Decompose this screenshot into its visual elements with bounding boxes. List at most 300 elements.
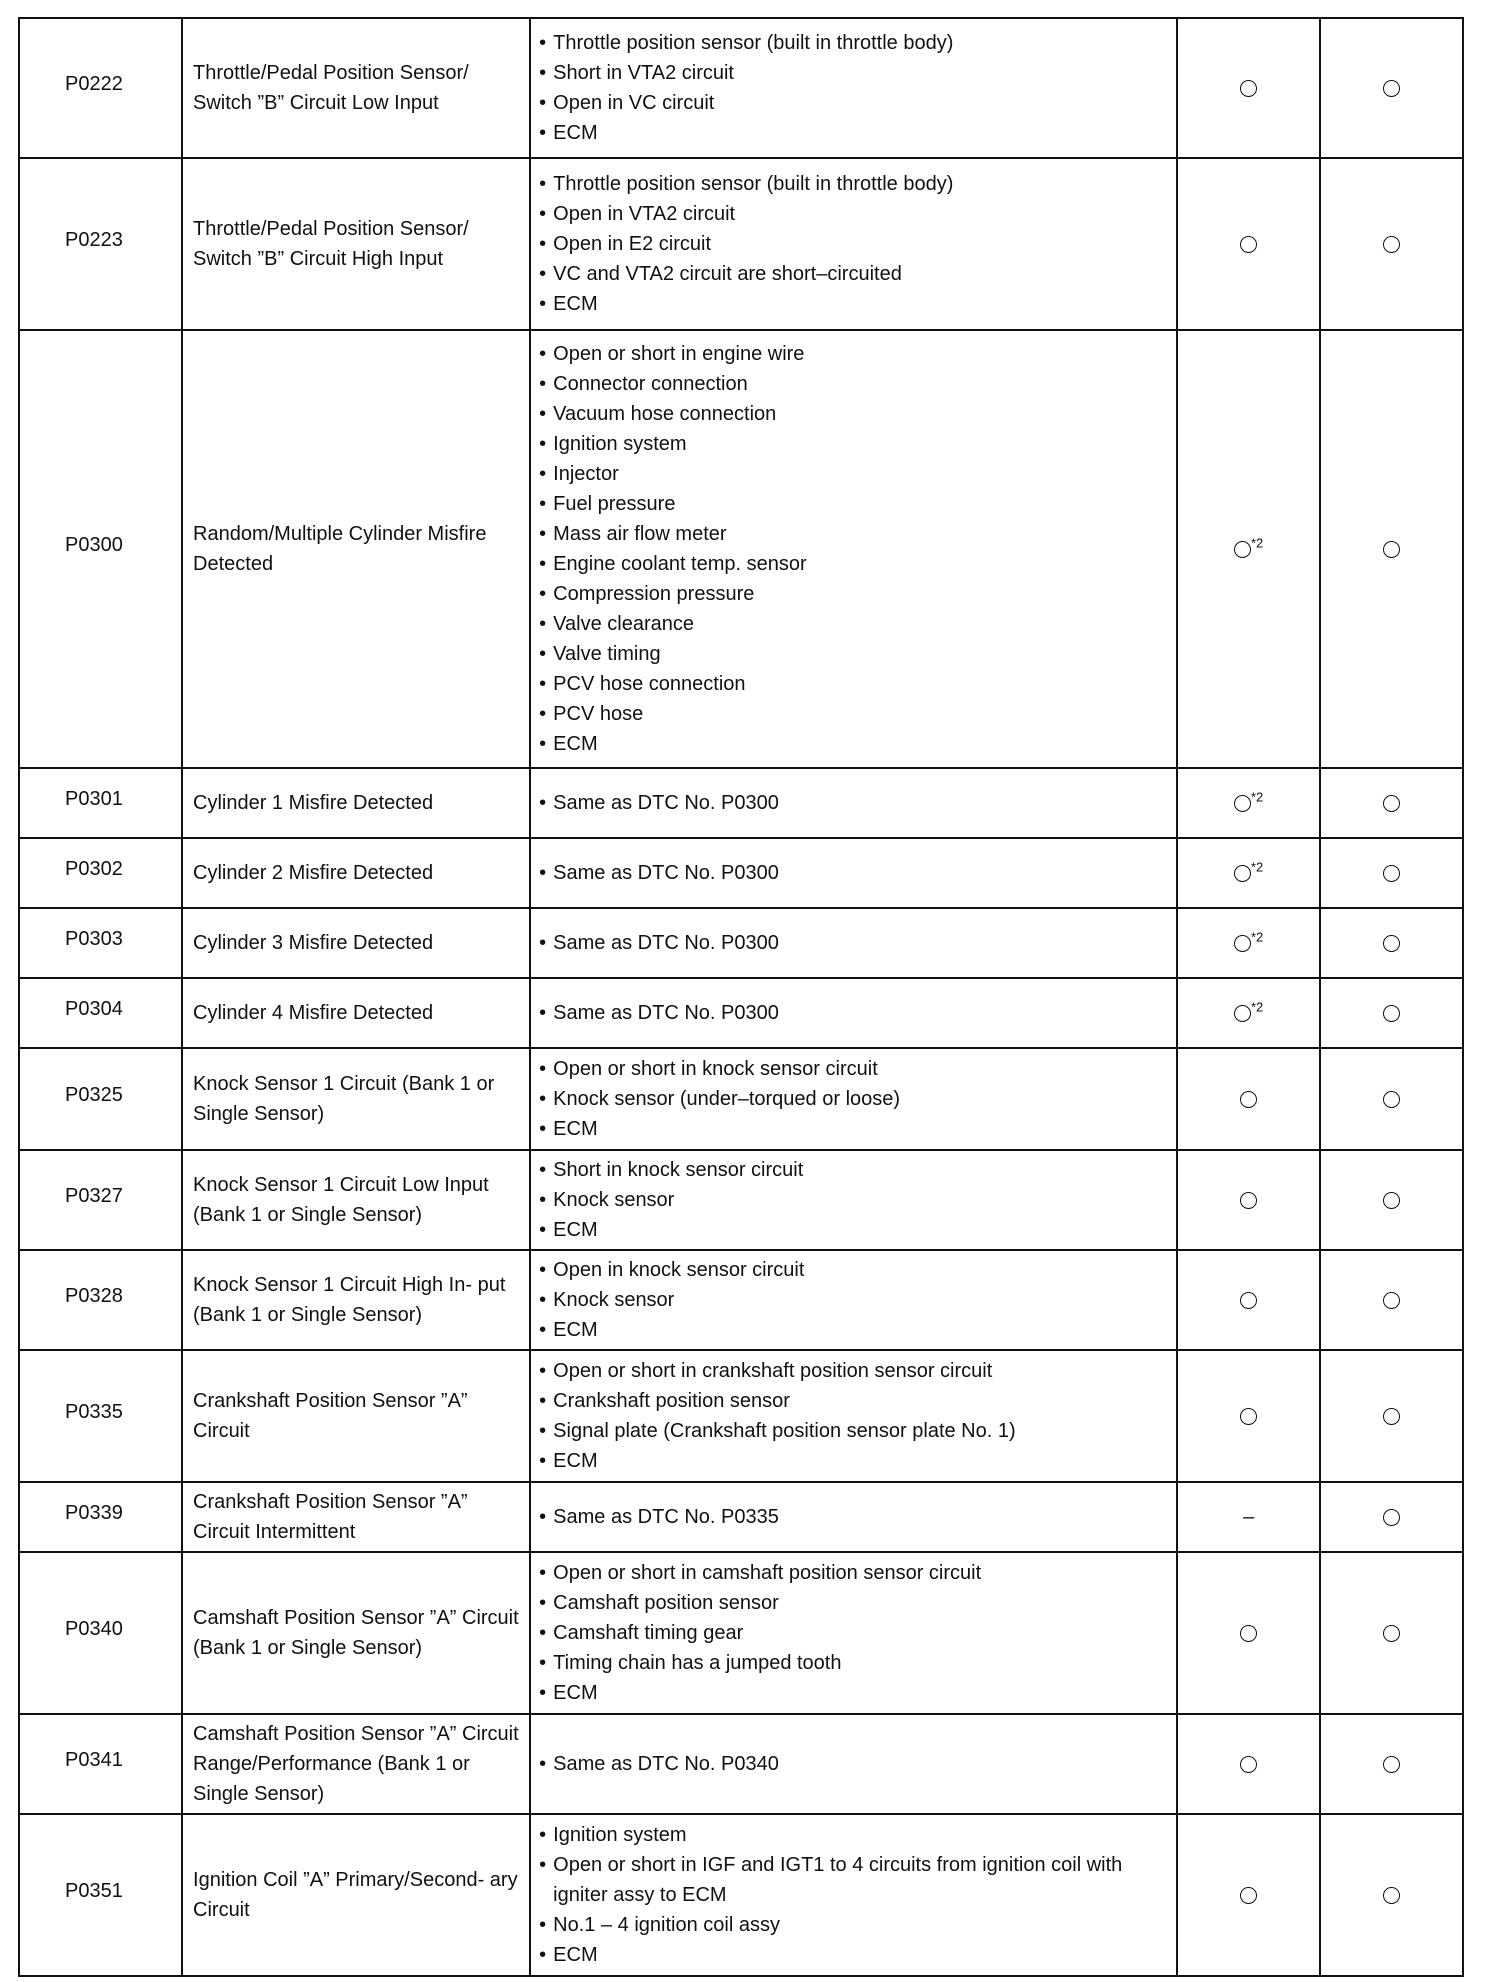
circle-icon — [1383, 541, 1400, 558]
trouble-area-text: ECM — [553, 1450, 598, 1472]
mil-cell — [1177, 908, 1320, 978]
bullet-icon: • — [539, 1390, 547, 1412]
detection-item: Cylinder 1 Misfire Detected — [193, 792, 434, 814]
trouble-area-text: Open or short in knock sensor circuit — [553, 1058, 878, 1080]
circle-icon — [1383, 1887, 1400, 1904]
trouble-area-text: Open in knock sensor circuit — [553, 1259, 805, 1281]
bullet-icon: • — [539, 1652, 547, 1674]
footnote-mark: *2 — [1250, 929, 1264, 945]
mil-cell — [1177, 1350, 1320, 1482]
trouble-area-item — [539, 88, 1172, 118]
dtc-code: P0304 — [65, 998, 123, 1020]
trouble-area-text: No.1 – 4 ignition coil assy — [553, 1914, 780, 1936]
trouble-area-item — [539, 1910, 1172, 1940]
trouble-area-text: ECM — [553, 122, 598, 144]
trouble-area-item — [539, 1749, 1172, 1779]
table-row — [19, 1250, 1463, 1350]
bullet-icon: • — [539, 263, 547, 285]
detection-item: Crankshaft Position Sensor ”A” Circuit Intermittent — [193, 1491, 468, 1543]
circle-icon — [1240, 236, 1257, 253]
circle-icon — [1383, 795, 1400, 812]
bullet-icon: • — [539, 1506, 547, 1528]
trouble-area-cell — [530, 1714, 1177, 1814]
circle-icon — [1383, 1192, 1400, 1209]
trouble-area-item — [539, 729, 1172, 759]
detection-item-cell — [182, 18, 530, 158]
trouble-area-item — [539, 549, 1172, 579]
circle-icon — [1240, 80, 1257, 97]
detection-item-cell — [182, 1250, 530, 1350]
dash-icon: – — [1243, 1506, 1255, 1528]
dtc-code-cell — [19, 1552, 182, 1714]
memory-cell — [1320, 838, 1463, 908]
detection-item: Crankshaft Position Sensor ”A” Circuit — [193, 1390, 468, 1442]
table-row — [19, 1714, 1463, 1814]
table-row — [19, 1350, 1463, 1482]
circle-icon — [1383, 1005, 1400, 1022]
trouble-area-text: Same as DTC No. P0300 — [553, 932, 779, 954]
bullet-icon: • — [539, 1944, 547, 1966]
circle-icon — [1383, 1091, 1400, 1108]
bullet-icon: • — [539, 433, 547, 455]
dtc-code: P0341 — [65, 1749, 123, 1771]
memory-cell — [1320, 1250, 1463, 1350]
mil-indicator — [1234, 534, 1263, 564]
trouble-area-text: Throttle position sensor (built in throttle body) — [553, 173, 954, 195]
trouble-area-item — [539, 1618, 1172, 1648]
detection-item: Knock Sensor 1 Circuit High In- put (Bank 1 or Single Sensor) — [193, 1274, 506, 1326]
trouble-area-item — [539, 259, 1172, 289]
bullet-icon: • — [539, 1450, 547, 1472]
trouble-area-text: Ignition system — [553, 1824, 687, 1846]
trouble-area-item — [539, 489, 1172, 519]
memory-cell — [1320, 18, 1463, 158]
bullet-icon: • — [539, 553, 547, 575]
trouble-area-item — [539, 1446, 1172, 1476]
dtc-code: P0302 — [65, 858, 123, 880]
trouble-area-text: ECM — [553, 293, 598, 315]
table-row — [19, 1552, 1463, 1714]
trouble-area-item — [539, 1502, 1172, 1532]
trouble-area-text: Open or short in engine wire — [553, 343, 805, 365]
dtc-code: P0327 — [65, 1185, 123, 1207]
bullet-icon: • — [539, 32, 547, 54]
trouble-area-text: Compression pressure — [553, 583, 755, 605]
trouble-area-item — [539, 289, 1172, 319]
mil-cell — [1177, 1482, 1320, 1552]
circle-icon — [1240, 1756, 1257, 1773]
mil-indicator — [1240, 1084, 1257, 1114]
trouble-area-item — [539, 699, 1172, 729]
trouble-area-item — [539, 858, 1172, 888]
bullet-icon: • — [539, 343, 547, 365]
trouble-area-text: PCV hose — [553, 703, 644, 725]
mil-indicator — [1240, 1185, 1257, 1215]
bullet-icon: • — [539, 1592, 547, 1614]
detection-item: Cylinder 2 Misfire Detected — [193, 862, 434, 884]
trouble-area-cell — [530, 1552, 1177, 1714]
trouble-area-item — [539, 1185, 1172, 1215]
trouble-area-text: Knock sensor — [553, 1189, 675, 1211]
footnote-mark: *2 — [1250, 789, 1264, 805]
bullet-icon: • — [539, 643, 547, 665]
detection-item-cell — [182, 1150, 530, 1250]
dtc-code-cell — [19, 18, 182, 158]
mil-cell — [1177, 1150, 1320, 1250]
bullet-icon: • — [539, 122, 547, 144]
trouble-area-item — [539, 1155, 1172, 1185]
circle-icon — [1234, 795, 1251, 812]
bullet-icon: • — [539, 1058, 547, 1080]
circle-icon — [1383, 935, 1400, 952]
trouble-area-text: Valve timing — [553, 643, 661, 665]
circle-icon — [1383, 1509, 1400, 1526]
detection-item-cell — [182, 908, 530, 978]
bullet-icon: • — [539, 613, 547, 635]
memory-cell — [1320, 1350, 1463, 1482]
bullet-icon: • — [539, 1259, 547, 1281]
mil-indicator — [1234, 928, 1263, 958]
trouble-area-item — [539, 1386, 1172, 1416]
trouble-area-text: Knock sensor — [553, 1289, 675, 1311]
bullet-icon: • — [539, 583, 547, 605]
bullet-icon: • — [539, 493, 547, 515]
dtc-code: P0339 — [65, 1502, 123, 1524]
dtc-code: P0340 — [65, 1618, 123, 1640]
bullet-icon: • — [539, 792, 547, 814]
trouble-area-item — [539, 1315, 1172, 1345]
detection-item-cell — [182, 158, 530, 330]
mil-indicator — [1240, 1618, 1257, 1648]
dtc-code-cell — [19, 768, 182, 838]
trouble-area-item — [539, 169, 1172, 199]
circle-icon — [1240, 1091, 1257, 1108]
table-row — [19, 908, 1463, 978]
dtc-code-cell — [19, 1350, 182, 1482]
trouble-area-text: Knock sensor (under–torqued or loose) — [553, 1088, 901, 1110]
trouble-area-text: Vacuum hose connection — [553, 403, 777, 425]
dtc-code-cell — [19, 978, 182, 1048]
detection-item: Throttle/Pedal Position Sensor/ Switch ”B” Circuit High Input — [193, 218, 469, 270]
trouble-area-text: Open in E2 circuit — [553, 233, 712, 255]
bullet-icon: • — [539, 1219, 547, 1241]
trouble-area-text: Same as DTC No. P0300 — [553, 862, 779, 884]
dtc-code-cell — [19, 1250, 182, 1350]
bullet-icon: • — [539, 293, 547, 315]
trouble-area-cell — [530, 1814, 1177, 1976]
mil-cell — [1177, 978, 1320, 1048]
bullet-icon: • — [539, 932, 547, 954]
bullet-icon: • — [539, 463, 547, 485]
trouble-area-cell — [530, 908, 1177, 978]
dtc-code-cell — [19, 1150, 182, 1250]
trouble-area-text: Camshaft timing gear — [553, 1622, 744, 1644]
bullet-icon: • — [539, 703, 547, 725]
dtc-code: P0351 — [65, 1880, 123, 1902]
circle-icon — [1383, 1408, 1400, 1425]
detection-item-cell — [182, 1814, 530, 1976]
mil-cell — [1177, 1814, 1320, 1976]
dtc-code-cell — [19, 1814, 182, 1976]
footnote-mark: *2 — [1250, 535, 1264, 551]
dtc-code: P0222 — [65, 73, 123, 95]
trouble-area-item — [539, 429, 1172, 459]
trouble-area-item — [539, 1820, 1172, 1850]
trouble-area-text: Throttle position sensor (built in throttle body) — [553, 32, 954, 54]
trouble-area-text: Signal plate (Crankshaft position sensor plate No. 1) — [553, 1420, 1016, 1442]
trouble-area-text: ECM — [553, 1682, 598, 1704]
dtc-code-cell — [19, 1482, 182, 1552]
bullet-icon: • — [539, 862, 547, 884]
footnote-mark: *2 — [1250, 999, 1264, 1015]
table-row — [19, 158, 1463, 330]
detection-item: Throttle/Pedal Position Sensor/ Switch ”B” Circuit Low Input — [193, 62, 469, 114]
trouble-area-item — [539, 1215, 1172, 1245]
table-row — [19, 1150, 1463, 1250]
circle-icon — [1383, 865, 1400, 882]
dtc-code: P0223 — [65, 229, 123, 251]
bullet-icon: • — [539, 1562, 547, 1584]
detection-item-cell — [182, 838, 530, 908]
bullet-icon: • — [539, 1420, 547, 1442]
trouble-area-item — [539, 519, 1172, 549]
mil-indicator — [1240, 1880, 1257, 1910]
trouble-area-cell — [530, 158, 1177, 330]
trouble-area-item — [539, 1558, 1172, 1588]
trouble-area-item — [539, 58, 1172, 88]
trouble-area-text: Open or short in crankshaft position sensor circuit — [553, 1360, 993, 1382]
trouble-area-item — [539, 1850, 1172, 1910]
trouble-area-item — [539, 1678, 1172, 1708]
trouble-area-text: ECM — [553, 1219, 598, 1241]
trouble-area-text: Same as DTC No. P0300 — [553, 1002, 779, 1024]
memory-cell — [1320, 1048, 1463, 1150]
detection-item: Random/Multiple Cylinder Misfire Detected — [193, 523, 487, 575]
trouble-area-text: Fuel pressure — [553, 493, 676, 515]
bullet-icon: • — [539, 1682, 547, 1704]
bullet-icon: • — [539, 1319, 547, 1341]
dtc-code-cell — [19, 908, 182, 978]
memory-cell — [1320, 1150, 1463, 1250]
memory-cell — [1320, 978, 1463, 1048]
trouble-area-cell — [530, 1350, 1177, 1482]
mil-cell — [1177, 18, 1320, 158]
bullet-icon: • — [539, 62, 547, 84]
trouble-area-text: Same as DTC No. P0335 — [553, 1506, 779, 1528]
trouble-area-text: Valve clearance — [553, 613, 694, 635]
memory-cell — [1320, 1482, 1463, 1552]
trouble-area-item — [539, 639, 1172, 669]
trouble-area-item — [539, 1356, 1172, 1386]
bullet-icon: • — [539, 523, 547, 545]
mil-cell — [1177, 158, 1320, 330]
bullet-icon: • — [539, 1289, 547, 1311]
trouble-area-text: Timing chain has a jumped tooth — [553, 1652, 842, 1674]
trouble-area-text: Short in VTA2 circuit — [553, 62, 734, 84]
detection-item: Knock Sensor 1 Circuit Low Input (Bank 1 or Single Sensor) — [193, 1174, 489, 1226]
memory-cell — [1320, 768, 1463, 838]
detection-item-cell — [182, 1552, 530, 1714]
trouble-area-text: Open or short in IGF and IGT1 to 4 circuits from ignition coil with igniter assy to ECM — [553, 1854, 1123, 1906]
bullet-icon: • — [539, 1753, 547, 1775]
trouble-area-item — [539, 998, 1172, 1028]
trouble-area-item — [539, 1084, 1172, 1114]
bullet-icon: • — [539, 1622, 547, 1644]
circle-icon — [1240, 1292, 1257, 1309]
dtc-code-cell — [19, 1048, 182, 1150]
detection-item: Camshaft Position Sensor ”A” Circuit Range/Performance (Bank 1 or Single Sensor) — [193, 1723, 519, 1805]
table-row — [19, 330, 1463, 768]
trouble-area-text: Camshaft position sensor — [553, 1592, 779, 1614]
bullet-icon: • — [539, 173, 547, 195]
trouble-area-item — [539, 369, 1172, 399]
trouble-area-item — [539, 1648, 1172, 1678]
memory-cell — [1320, 1552, 1463, 1714]
trouble-area-item — [539, 1588, 1172, 1618]
bullet-icon: • — [539, 1914, 547, 1936]
trouble-area-text: Same as DTC No. P0340 — [553, 1753, 779, 1775]
dtc-table — [18, 17, 1464, 1977]
table-row — [19, 768, 1463, 838]
trouble-area-cell — [530, 978, 1177, 1048]
trouble-area-text: ECM — [553, 1319, 598, 1341]
circle-icon — [1234, 1005, 1251, 1022]
detection-item: Cylinder 4 Misfire Detected — [193, 1002, 434, 1024]
trouble-area-text: PCV hose connection — [553, 673, 746, 695]
trouble-area-item — [539, 399, 1172, 429]
circle-icon — [1240, 1408, 1257, 1425]
bullet-icon: • — [539, 403, 547, 425]
mil-indicator — [1240, 73, 1257, 103]
detection-item: Cylinder 3 Misfire Detected — [193, 932, 434, 954]
table-row — [19, 1048, 1463, 1150]
mil-indicator — [1240, 1285, 1257, 1315]
trouble-area-cell — [530, 1150, 1177, 1250]
trouble-area-cell — [530, 330, 1177, 768]
trouble-area-text: ECM — [553, 733, 598, 755]
circle-icon — [1383, 1292, 1400, 1309]
trouble-area-item — [539, 229, 1172, 259]
table-row — [19, 1814, 1463, 1976]
trouble-area-item — [539, 1940, 1172, 1970]
circle-icon — [1383, 80, 1400, 97]
memory-cell — [1320, 1714, 1463, 1814]
bullet-icon: • — [539, 673, 547, 695]
table-row — [19, 978, 1463, 1048]
bullet-icon: • — [539, 373, 547, 395]
detection-item-cell — [182, 1048, 530, 1150]
circle-icon — [1383, 236, 1400, 253]
dtc-code: P0303 — [65, 928, 123, 950]
mil-cell — [1177, 838, 1320, 908]
dtc-code: P0328 — [65, 1285, 123, 1307]
trouble-area-cell — [530, 1048, 1177, 1150]
trouble-area-item — [539, 199, 1172, 229]
mil-indicator — [1234, 998, 1263, 1028]
trouble-area-item — [539, 579, 1172, 609]
trouble-area-text: ECM — [553, 1118, 598, 1140]
detection-item: Knock Sensor 1 Circuit (Bank 1 or Single Sensor) — [193, 1073, 495, 1125]
dtc-code-cell — [19, 158, 182, 330]
memory-cell — [1320, 1814, 1463, 1976]
detection-item: Ignition Coil ”A” Primary/Second- ary Circuit — [193, 1869, 518, 1921]
mil-cell — [1177, 330, 1320, 768]
mil-indicator — [1234, 858, 1263, 888]
table-row — [19, 18, 1463, 158]
dtc-code-cell — [19, 838, 182, 908]
trouble-area-text: Open or short in camshaft position sensor circuit — [553, 1562, 982, 1584]
trouble-area-text: Engine coolant temp. sensor — [553, 553, 807, 575]
trouble-area-item — [539, 788, 1172, 818]
bullet-icon: • — [539, 1002, 547, 1024]
bullet-icon: • — [539, 1118, 547, 1140]
trouble-area-item — [539, 28, 1172, 58]
bullet-icon: • — [539, 203, 547, 225]
circle-icon — [1234, 935, 1251, 952]
trouble-area-text: Connector connection — [553, 373, 748, 395]
dtc-code: P0300 — [65, 534, 123, 556]
mil-cell — [1177, 1714, 1320, 1814]
trouble-area-cell — [530, 768, 1177, 838]
trouble-area-cell — [530, 1250, 1177, 1350]
detection-item-cell — [182, 1714, 530, 1814]
trouble-area-item — [539, 1255, 1172, 1285]
trouble-area-text: Open in VC circuit — [553, 92, 715, 114]
trouble-area-item — [539, 669, 1172, 699]
bullet-icon: • — [539, 92, 547, 114]
mil-indicator — [1234, 788, 1263, 818]
detection-item-cell — [182, 978, 530, 1048]
bullet-icon: • — [539, 1159, 547, 1181]
table-row — [19, 1482, 1463, 1552]
trouble-area-item — [539, 118, 1172, 148]
trouble-area-text: Crankshaft position sensor — [553, 1390, 790, 1412]
dtc-code: P0325 — [65, 1084, 123, 1106]
detection-item-cell — [182, 768, 530, 838]
detection-item-cell — [182, 1350, 530, 1482]
trouble-area-text: Ignition system — [553, 433, 687, 455]
trouble-area-text: Mass air flow meter — [553, 523, 727, 545]
circle-icon — [1234, 865, 1251, 882]
mil-cell — [1177, 1250, 1320, 1350]
trouble-area-text: Short in knock sensor circuit — [553, 1159, 804, 1181]
trouble-area-item — [539, 339, 1172, 369]
trouble-area-item — [539, 1054, 1172, 1084]
bullet-icon: • — [539, 1189, 547, 1211]
trouble-area-cell — [530, 18, 1177, 158]
trouble-area-item — [539, 1285, 1172, 1315]
mil-indicator — [1240, 1401, 1257, 1431]
detection-item: Camshaft Position Sensor ”A” Circuit (Bank 1 or Single Sensor) — [193, 1607, 519, 1659]
mil-indicator — [1240, 1749, 1257, 1779]
mil-cell — [1177, 1048, 1320, 1150]
dtc-code-cell — [19, 330, 182, 768]
footnote-mark: *2 — [1250, 859, 1264, 875]
trouble-area-text: VC and VTA2 circuit are short–circuited — [553, 263, 902, 285]
mil-indicator — [1240, 229, 1257, 259]
trouble-area-item — [539, 1416, 1172, 1446]
memory-cell — [1320, 158, 1463, 330]
memory-cell — [1320, 330, 1463, 768]
trouble-area-text: Open in VTA2 circuit — [553, 203, 736, 225]
dtc-code: P0335 — [65, 1401, 123, 1423]
trouble-area-text: Injector — [553, 463, 619, 485]
detection-item-cell — [182, 1482, 530, 1552]
mil-cell — [1177, 768, 1320, 838]
trouble-area-cell — [530, 838, 1177, 908]
bullet-icon: • — [539, 1088, 547, 1110]
trouble-area-item — [539, 928, 1172, 958]
